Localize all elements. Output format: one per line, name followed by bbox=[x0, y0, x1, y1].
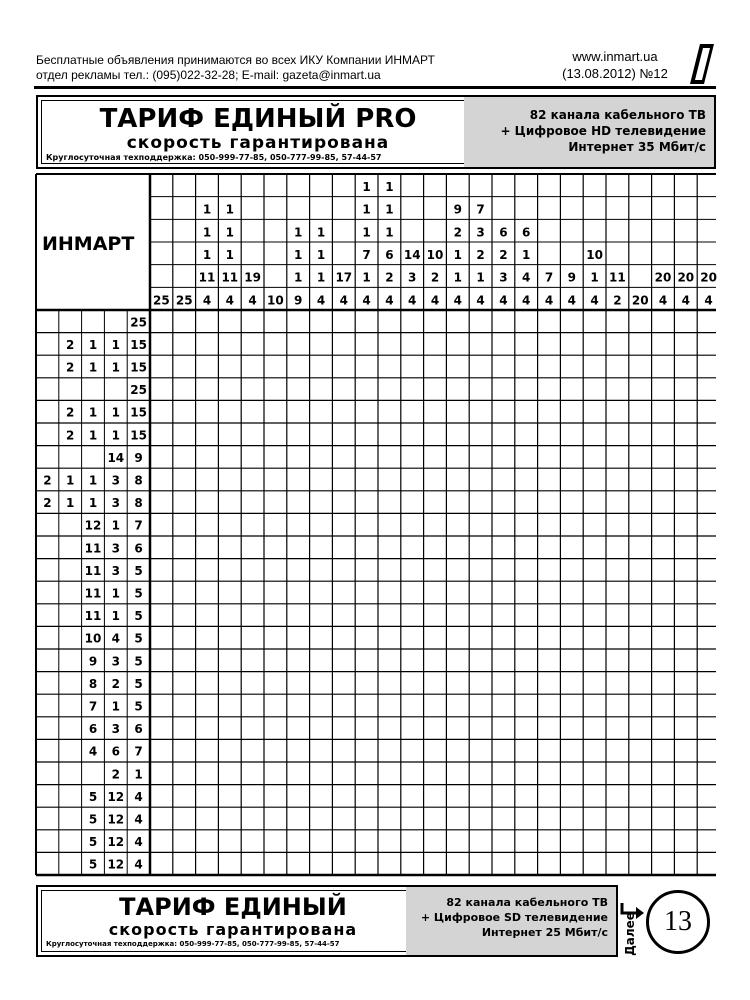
banner-bottom-subtitle: скорость гарантирована bbox=[108, 920, 358, 939]
row-clue: 15 bbox=[130, 337, 147, 352]
row-clue: 2 bbox=[66, 360, 75, 375]
row-clue: 4 bbox=[134, 835, 143, 850]
row-clue: 11 bbox=[84, 541, 102, 556]
row-clue: 25 bbox=[130, 383, 147, 398]
column-clue: 4 bbox=[225, 293, 234, 308]
issue-date: (13.08.2012) №12 bbox=[562, 66, 668, 81]
column-clue: 1 bbox=[316, 225, 326, 240]
column-clue: 2 bbox=[613, 293, 622, 308]
row-clue: 1 bbox=[134, 767, 143, 782]
banner-bottom bbox=[36, 885, 618, 957]
column-clue: 3 bbox=[476, 225, 485, 240]
column-clue: 1 bbox=[225, 202, 234, 217]
column-clue: 14 bbox=[403, 248, 421, 262]
column-clue: 1 bbox=[362, 270, 371, 285]
banner-bottom-info-2: + Цифровое SD телевидение bbox=[420, 911, 608, 924]
column-clue: 2 bbox=[385, 270, 394, 285]
column-clue: 1 bbox=[453, 270, 462, 285]
row-clue: 5 bbox=[134, 563, 143, 578]
row-clue: 4 bbox=[134, 812, 143, 827]
column-clue: 1 bbox=[202, 225, 212, 240]
column-clue: 2 bbox=[499, 248, 508, 262]
column-clue: 1 bbox=[294, 270, 303, 285]
banner-top-title: ТАРИФ ЕДИНЫЙ PRO bbox=[99, 104, 417, 134]
next-page-link[interactable] bbox=[620, 912, 640, 956]
column-clue: 17 bbox=[335, 270, 353, 285]
row-clue: 4 bbox=[111, 631, 120, 646]
row-clue: 5 bbox=[134, 676, 143, 691]
row-clue: 11 bbox=[84, 609, 102, 624]
row-clue: 7 bbox=[134, 744, 143, 759]
row-clue: 1 bbox=[88, 496, 98, 511]
column-clue: 25 bbox=[175, 293, 193, 308]
column-clue: 1 bbox=[202, 202, 212, 217]
column-clue: 20 bbox=[700, 270, 717, 285]
row-clue: 5 bbox=[134, 586, 143, 601]
row-clue: 1 bbox=[111, 699, 120, 714]
column-clue: 4 bbox=[544, 293, 554, 308]
row-clue: 2 bbox=[66, 405, 75, 420]
row-clue: 3 bbox=[111, 473, 120, 488]
column-clue: 1 bbox=[385, 225, 394, 240]
page-number: 13 bbox=[646, 890, 710, 954]
row-clue: 12 bbox=[107, 789, 125, 804]
header-notice-line2: отдел рекламы тел.: (095)022-32-28; E-mail: gazeta@inmart.ua bbox=[36, 68, 381, 82]
column-clue: 4 bbox=[248, 293, 257, 308]
banner-top-info-1: 82 канала кабельного ТВ bbox=[529, 108, 706, 122]
column-clue: 9 bbox=[453, 202, 462, 217]
row-clue: 4 bbox=[134, 857, 143, 872]
column-clue: 10 bbox=[426, 248, 444, 262]
row-clue: 5 bbox=[88, 812, 98, 827]
row-clue: 11 bbox=[84, 586, 102, 601]
banner-bottom-info-3: Интернет 25 Мбит/с bbox=[481, 926, 608, 939]
row-clue: 8 bbox=[88, 676, 98, 691]
row-clue: 5 bbox=[88, 835, 98, 850]
column-clue: 4 bbox=[522, 270, 531, 285]
row-clue: 12 bbox=[107, 857, 125, 872]
row-clue: 15 bbox=[130, 428, 147, 443]
column-clue: 20 bbox=[631, 293, 649, 308]
column-clue: 4 bbox=[362, 293, 371, 308]
banner-top-info-2: + Цифровое HD телевидение bbox=[500, 124, 706, 138]
column-clue: 10 bbox=[267, 293, 284, 308]
column-clue: 6 bbox=[385, 248, 394, 262]
column-clue: 4 bbox=[453, 293, 462, 308]
row-clue: 1 bbox=[66, 496, 75, 511]
row-clue: 2 bbox=[43, 496, 52, 511]
row-clue: 9 bbox=[134, 450, 143, 465]
banner-bottom-title: ТАРИФ ЕДИНЫЙ bbox=[119, 893, 347, 921]
column-clue: 1 bbox=[362, 202, 371, 217]
row-clue: 2 bbox=[111, 767, 120, 782]
row-clue: 2 bbox=[43, 473, 52, 488]
puzzle-title: ИНМАРТ bbox=[42, 233, 135, 255]
column-clue: 25 bbox=[153, 293, 170, 308]
row-clue: 3 bbox=[111, 496, 120, 511]
row-clue: 11 bbox=[84, 563, 102, 578]
column-clue: 6 bbox=[522, 225, 531, 240]
column-clue: 11 bbox=[198, 270, 216, 285]
column-clue: 4 bbox=[316, 293, 326, 308]
column-clue: 1 bbox=[294, 248, 303, 262]
row-clue: 4 bbox=[134, 789, 143, 804]
banner-bottom-support: Круглосуточная техподдержка: 050-999-77-85, 050-777-99-85, 57-44-57 bbox=[46, 940, 340, 948]
row-clue: 4 bbox=[88, 744, 98, 759]
row-clue: 1 bbox=[111, 518, 120, 533]
banner-top-info-3: Интернет 35 Мбит/с bbox=[568, 140, 706, 154]
column-clue: 1 bbox=[522, 248, 531, 262]
column-clue: 1 bbox=[453, 248, 462, 262]
row-clue: 6 bbox=[111, 744, 120, 759]
column-clue: 1 bbox=[316, 248, 326, 262]
row-clue: 5 bbox=[88, 857, 98, 872]
row-clue: 1 bbox=[111, 428, 120, 443]
column-clue: 7 bbox=[544, 270, 554, 285]
banner-bottom-info-1: 82 канала кабельного ТВ bbox=[446, 896, 608, 909]
row-clue: 1 bbox=[111, 405, 120, 420]
row-clue: 6 bbox=[134, 541, 143, 556]
row-clue: 3 bbox=[111, 563, 120, 578]
column-clue: 11 bbox=[609, 270, 626, 285]
row-clue: 25 bbox=[130, 315, 147, 330]
column-clue: 1 bbox=[362, 180, 371, 194]
column-clue: 4 bbox=[704, 293, 713, 308]
row-clue: 6 bbox=[88, 722, 98, 737]
column-clue: 19 bbox=[244, 270, 261, 285]
row-clue: 1 bbox=[88, 360, 98, 375]
row-clue: 2 bbox=[66, 337, 75, 352]
row-clue: 3 bbox=[111, 722, 120, 737]
banner-bottom-info bbox=[406, 887, 616, 955]
column-clue: 1 bbox=[590, 270, 599, 285]
column-clue: 2 bbox=[430, 270, 440, 285]
banner-top-subtitle: скорость гарантирована bbox=[126, 133, 390, 153]
column-clue: 4 bbox=[202, 293, 212, 308]
column-clue: 4 bbox=[658, 293, 668, 308]
column-clue: 4 bbox=[567, 293, 576, 308]
column-clue: 9 bbox=[294, 293, 303, 308]
row-clue: 7 bbox=[88, 699, 98, 714]
column-clue: 1 bbox=[476, 270, 485, 285]
row-clue: 5 bbox=[134, 631, 143, 646]
column-clue: 4 bbox=[430, 293, 440, 308]
column-clue: 20 bbox=[677, 270, 695, 285]
row-clue: 1 bbox=[88, 473, 98, 488]
column-clue: 1 bbox=[225, 225, 234, 240]
column-clue: 4 bbox=[385, 293, 394, 308]
row-clue: 7 bbox=[134, 518, 143, 533]
row-clue: 1 bbox=[88, 428, 98, 443]
column-clue: 1 bbox=[316, 270, 326, 285]
row-clue: 15 bbox=[130, 405, 147, 420]
column-clue: 4 bbox=[499, 293, 508, 308]
column-clue: 6 bbox=[499, 225, 508, 240]
row-clue: 3 bbox=[111, 541, 120, 556]
row-clue: 1 bbox=[66, 473, 75, 488]
column-clue: 9 bbox=[567, 270, 576, 285]
column-clue: 20 bbox=[654, 270, 672, 285]
row-clue: 10 bbox=[84, 631, 102, 646]
banner-top-support: Круглосуточная техподдержка: 050-999-77-85, 050-777-99-85, 57-44-57 bbox=[46, 153, 382, 162]
column-clue: 1 bbox=[362, 225, 371, 240]
row-clue: 2 bbox=[111, 676, 120, 691]
row-clue: 5 bbox=[134, 609, 143, 624]
column-clue: 11 bbox=[221, 270, 239, 285]
column-clue: 2 bbox=[476, 248, 485, 262]
row-clue: 2 bbox=[66, 428, 75, 443]
column-clue: 1 bbox=[385, 180, 394, 194]
column-clue: 1 bbox=[202, 248, 212, 262]
row-clue: 5 bbox=[88, 789, 98, 804]
column-clue: 7 bbox=[362, 248, 371, 262]
row-clue: 1 bbox=[88, 405, 98, 420]
column-clue: 1 bbox=[385, 202, 394, 217]
column-clue: 3 bbox=[408, 270, 417, 285]
column-clue: 4 bbox=[590, 293, 599, 308]
row-clue: 1 bbox=[111, 609, 120, 624]
column-clue: 4 bbox=[339, 293, 348, 308]
column-clue: 10 bbox=[586, 248, 603, 262]
row-clue: 12 bbox=[84, 518, 102, 533]
column-clue: 3 bbox=[499, 270, 508, 285]
row-clue: 1 bbox=[111, 337, 120, 352]
row-clue: 5 bbox=[134, 699, 143, 714]
column-clue: 7 bbox=[476, 202, 485, 217]
column-clue: 4 bbox=[476, 293, 485, 308]
column-clue: 1 bbox=[294, 225, 303, 240]
column-clue: 4 bbox=[681, 293, 690, 308]
header-notice-line1: Бесплатные объявления принимаются во всех ИКУ Компании ИНМАРТ bbox=[36, 53, 435, 67]
site-url: www.inmart.ua bbox=[572, 49, 658, 64]
row-clue: 14 bbox=[107, 450, 125, 465]
row-clue: 12 bbox=[107, 812, 125, 827]
column-clue: 4 bbox=[522, 293, 531, 308]
next-page-label: Далее bbox=[622, 912, 637, 956]
row-clue: 12 bbox=[107, 835, 125, 850]
row-clue: 3 bbox=[111, 654, 120, 669]
row-clue: 6 bbox=[134, 722, 143, 737]
column-clue: 4 bbox=[408, 293, 417, 308]
row-clue: 9 bbox=[88, 654, 98, 669]
row-clue: 1 bbox=[111, 360, 120, 375]
row-clue: 8 bbox=[134, 496, 143, 511]
row-clue: 15 bbox=[130, 360, 147, 375]
column-clue: 1 bbox=[225, 248, 234, 262]
row-clue: 1 bbox=[88, 337, 98, 352]
row-clue: 5 bbox=[134, 654, 143, 669]
row-clue: 1 bbox=[111, 586, 120, 601]
row-clue: 8 bbox=[134, 473, 143, 488]
column-clue: 2 bbox=[453, 225, 462, 240]
